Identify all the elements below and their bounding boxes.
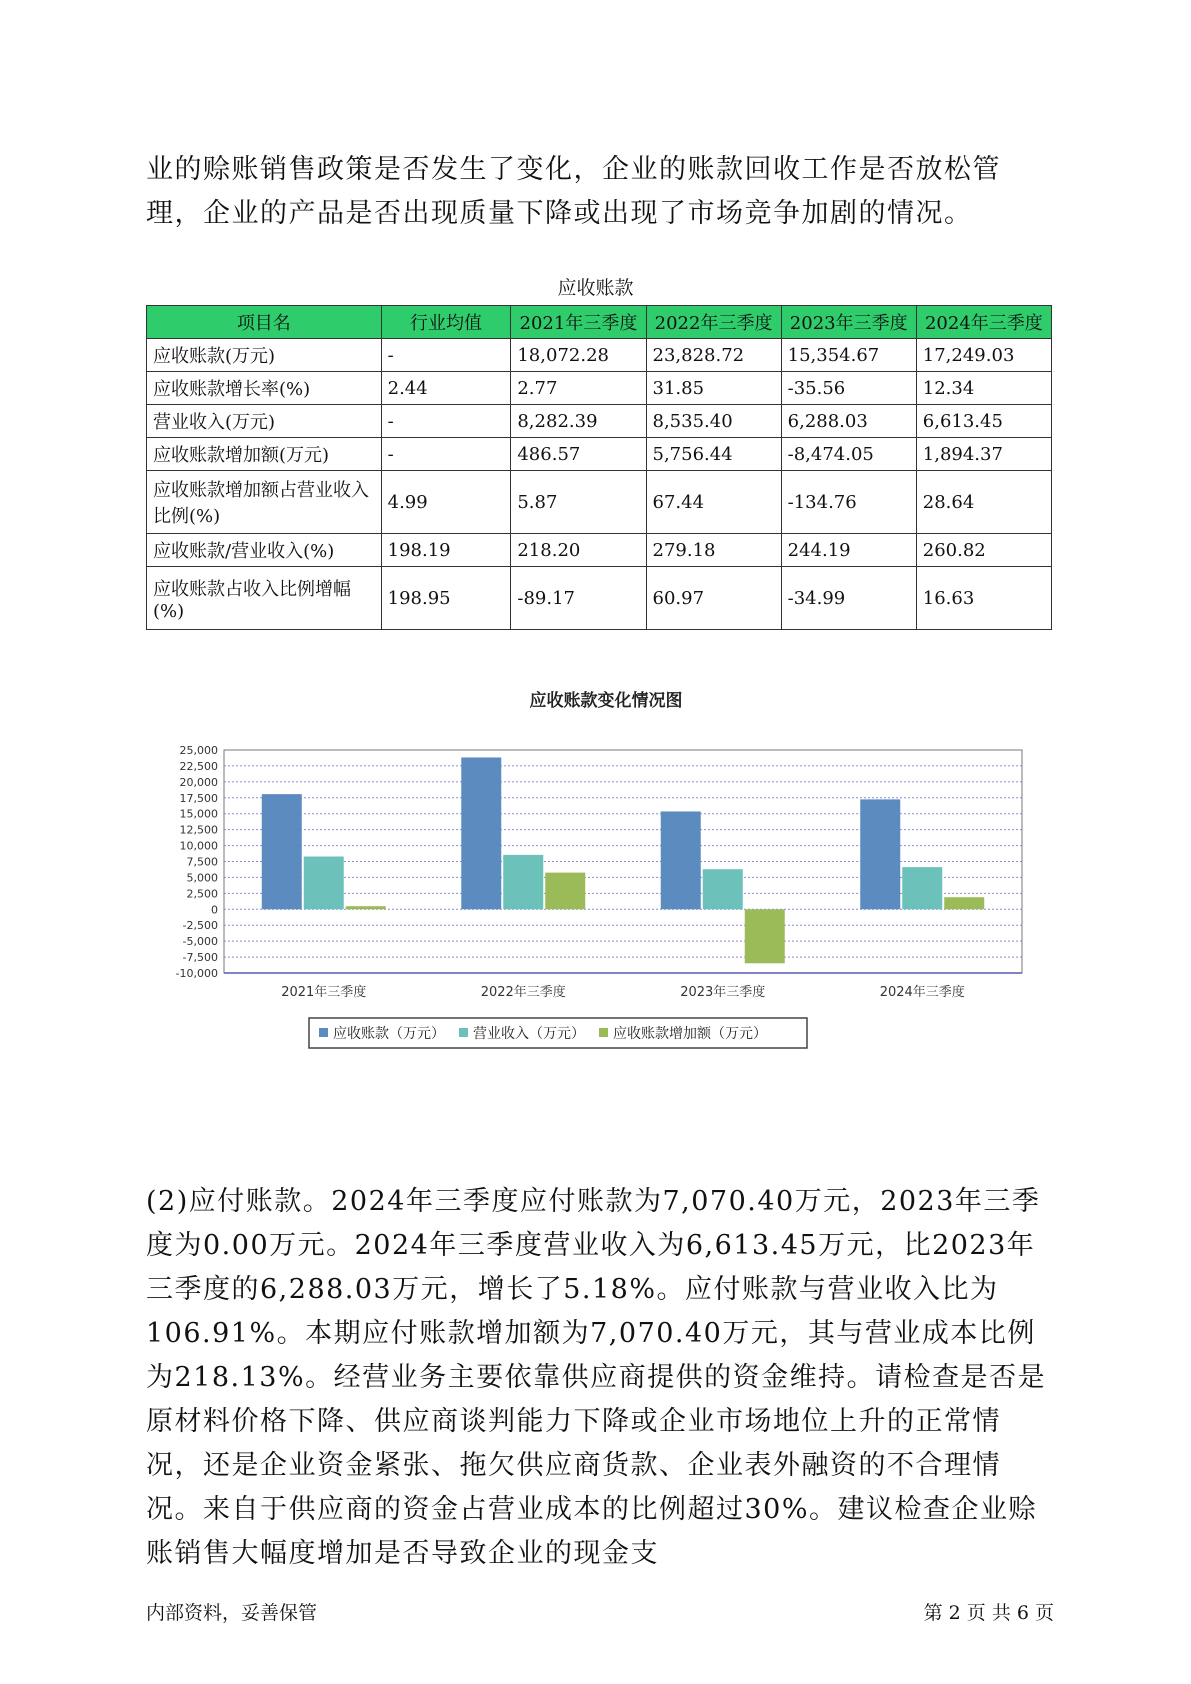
bar	[262, 794, 302, 909]
table-cell: -	[381, 405, 511, 438]
bar	[461, 757, 501, 909]
header-cell: 2022年三季度	[646, 306, 781, 339]
y-tick-label: 22,500	[179, 759, 218, 773]
table-cell: 218.20	[511, 534, 646, 567]
receivables-chart	[146, 680, 1046, 1130]
table-cell: 28.64	[916, 471, 1051, 534]
y-tick-label: 7,500	[186, 855, 218, 869]
table-cell: 17,249.03	[916, 339, 1051, 372]
row-label: 应收账款占收入比例增幅(%)	[147, 567, 382, 630]
legend-label: 应收账款增加额（万元）	[613, 1026, 767, 1042]
legend-swatch	[319, 1028, 328, 1037]
bar	[944, 897, 984, 909]
table-cell: 16.63	[916, 567, 1051, 630]
y-tick-label: 20,000	[179, 775, 218, 789]
row-label: 应收账款增加额占营业收入比例(%)	[147, 471, 382, 534]
table-cell: 60.97	[646, 567, 781, 630]
table-cell: 15,354.67	[781, 339, 916, 372]
y-tick-label: -5,000	[182, 935, 218, 949]
y-tick-label: -7,500	[182, 951, 218, 965]
bar	[503, 855, 543, 909]
payables-paragraph: (2)应付账款。2024年三季度应付账款为7,070.40万元，2023年三季度为0.00万元。2024年三季度营业收入为6,613.45万元，比2023年三季度的6,288.03万元，增长了5.18%。应付账款与营业收入比为106.91%。本期应付账款增加额为7,070.40万元，其与营业成本比例为218.13%。经营业务主要依靠供应商提供的资金维持。请检查是否是原材料价格下降、供应商谈判能力下降或企业市场地位上升的正常情况，还是企业资金紧张、拖欠供应商货款、企业表外融资的不合理情况。来自于供应商的资金占营业成本的比例超过30%。建议检查企业赊账销售大幅度增加是否导致企业的现金支	[146, 1186, 1047, 1569]
table-cell: -34.99	[781, 567, 916, 630]
legend-swatch	[599, 1028, 608, 1037]
table-cell: 8,535.40	[646, 405, 781, 438]
y-tick-label: 17,500	[179, 791, 218, 805]
y-tick-label: 12,500	[179, 823, 218, 837]
row-label: 应收账款增长率(%)	[147, 372, 382, 405]
bar	[745, 909, 785, 963]
table-cell: 198.19	[381, 534, 511, 567]
table-cell: 67.44	[646, 471, 781, 534]
table-cell: 12.34	[916, 372, 1051, 405]
chart-title: 应收账款变化情况图	[529, 691, 683, 711]
footer-confidential-note: 内部资料，妥善保管	[146, 1602, 318, 1624]
legend-label: 营业收入（万元）	[473, 1026, 585, 1042]
table-cell: -	[381, 438, 511, 471]
table-row	[147, 339, 1052, 372]
row-label: 应收账款/营业收入(%)	[147, 534, 382, 567]
row-label: 应收账款(万元)	[147, 339, 382, 372]
table-row	[147, 372, 1052, 405]
header-cell: 2021年三季度	[511, 306, 646, 339]
table-cell: -35.56	[781, 372, 916, 405]
table-cell: 31.85	[646, 372, 781, 405]
table-cell: 244.19	[781, 534, 916, 567]
table-cell: -	[381, 339, 511, 372]
header-cell: 2024年三季度	[916, 306, 1051, 339]
table-cell: 6,288.03	[781, 405, 916, 438]
x-tick-label: 2022年三季度	[480, 985, 566, 1000]
y-tick-label: 15,000	[179, 807, 218, 821]
y-tick-label: -10,000	[175, 967, 218, 980]
y-tick-label: 10,000	[179, 839, 218, 853]
receivables-table	[146, 305, 1052, 630]
bar	[860, 799, 900, 909]
table-cell: 18,072.28	[511, 339, 646, 372]
row-label: 应收账款增加额(万元)	[147, 438, 382, 471]
y-tick-label: 25,000	[179, 744, 218, 757]
bar	[304, 857, 344, 910]
bar	[661, 811, 701, 909]
bar	[703, 869, 743, 909]
y-tick-label: 2,500	[186, 887, 218, 901]
legend-label: 应收账款（万元）	[333, 1026, 445, 1042]
table-cell: 4.99	[381, 471, 511, 534]
table-cell: -8,474.05	[781, 438, 916, 471]
table-cell: 2.77	[511, 372, 646, 405]
y-tick-label: 5,000	[186, 871, 218, 885]
table-row	[147, 534, 1052, 567]
table-row	[147, 471, 1052, 534]
y-tick-label: -2,500	[182, 919, 218, 933]
table-row	[147, 405, 1052, 438]
x-tick-label: 2021年三季度	[281, 985, 367, 1000]
bar	[545, 873, 585, 910]
x-tick-label: 2023年三季度	[680, 985, 766, 1000]
table-cell: 198.95	[381, 567, 511, 630]
table-cell: 8,282.39	[511, 405, 646, 438]
table-cell: 279.18	[646, 534, 781, 567]
table-cell: 5.87	[511, 471, 646, 534]
table-cell: 23,828.72	[646, 339, 781, 372]
row-label: 营业收入(万元)	[147, 405, 382, 438]
x-tick-label: 2024年三季度	[879, 985, 965, 1000]
legend-swatch	[459, 1028, 468, 1037]
table-cell: 5,756.44	[646, 438, 781, 471]
intro-paragraph: 业的赊账销售政策是否发生了变化，企业的账款回收工作是否放松管理，企业的产品是否出现质量下降或出现了市场竞争加剧的情况。	[146, 154, 1001, 229]
bar	[346, 906, 386, 909]
table-cell: 1,894.37	[916, 438, 1051, 471]
table-cell: -89.17	[511, 567, 646, 630]
table-cell: 2.44	[381, 372, 511, 405]
table-cell: 6,613.45	[916, 405, 1051, 438]
header-cell: 项目名	[147, 306, 382, 339]
y-tick-label: 0	[211, 903, 218, 917]
table-row	[147, 567, 1052, 630]
table-row	[147, 438, 1052, 471]
table-cell: 486.57	[511, 438, 646, 471]
table-header-row	[147, 306, 1052, 339]
table-cell: 260.82	[916, 534, 1051, 567]
table-cell: -134.76	[781, 471, 916, 534]
table-caption: 应收账款	[557, 277, 634, 299]
bar	[902, 867, 942, 909]
header-cell: 2023年三季度	[781, 306, 916, 339]
header-cell: 行业均值	[381, 306, 511, 339]
footer-page-number: 第 2 页 共 6 页	[923, 1602, 1054, 1624]
